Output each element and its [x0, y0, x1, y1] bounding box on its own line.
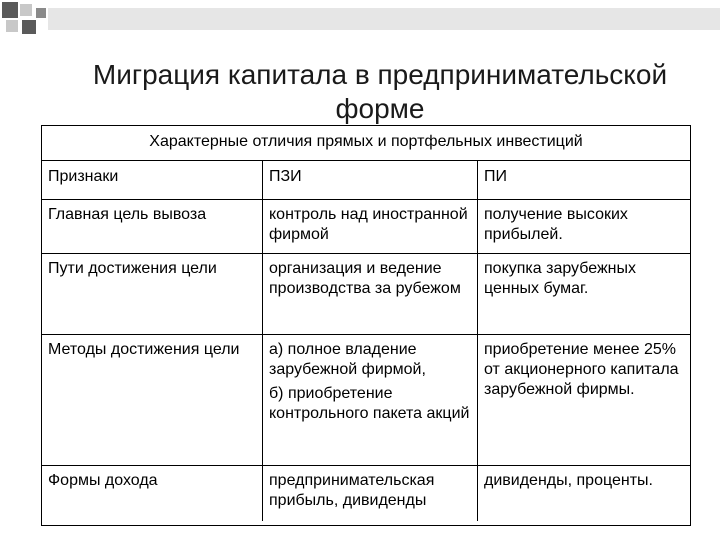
- table-row: [42, 254, 690, 335]
- comparison-table: [42, 160, 690, 521]
- table-row: [42, 466, 690, 522]
- table-cell: Главная цель вывоза: [42, 200, 263, 254]
- table-row: [42, 335, 690, 466]
- table-cell: получение высоких прибылей.: [478, 200, 691, 254]
- table-cell: Методы достижения цели: [42, 335, 263, 466]
- header-decoration: [0, 0, 720, 40]
- comparison-box: [41, 125, 691, 526]
- method-b: б) приобретение контрольного пакета акций: [269, 385, 470, 422]
- decor-square-1: [2, 2, 18, 18]
- title-line-1: Миграция капитала в предпринимательской: [92, 59, 668, 90]
- table-cell: предпринимательская прибыль, дивиденды: [263, 466, 478, 522]
- table-cell: контроль над иностранной фирмой: [263, 200, 478, 254]
- table-cell: [263, 335, 478, 466]
- header-cell: ПЗИ: [263, 161, 478, 200]
- table-cell: организация и ведение производства за рубежом: [263, 254, 478, 335]
- table-cell: покупка зарубежных ценных бумаг.: [478, 254, 691, 335]
- decor-square-5: [36, 8, 46, 18]
- header-cell: Признаки: [42, 161, 263, 200]
- decor-bar: [48, 8, 720, 30]
- table-cell: Пути достижения цели: [42, 254, 263, 335]
- decor-square-2: [20, 4, 32, 16]
- table-cell: приобретение менее 25% от акционерного капитала зарубежной фирмы.: [478, 335, 691, 466]
- table-cell: дивиденды, проценты.: [478, 466, 691, 522]
- decor-square-4: [22, 20, 36, 34]
- decor-square-3: [6, 20, 18, 32]
- table-cell: Формы дохода: [42, 466, 263, 522]
- method-a: а) полное владение зарубежной фирмой,: [269, 341, 426, 378]
- title-line-2: форме: [335, 93, 425, 124]
- table-header-row: [42, 161, 690, 200]
- table-row: [42, 200, 690, 254]
- header-cell: ПИ: [478, 161, 691, 200]
- table-subtitle: Характерные отличия прямых и портфельных инвестиций: [149, 133, 583, 150]
- page-title: [40, 58, 720, 126]
